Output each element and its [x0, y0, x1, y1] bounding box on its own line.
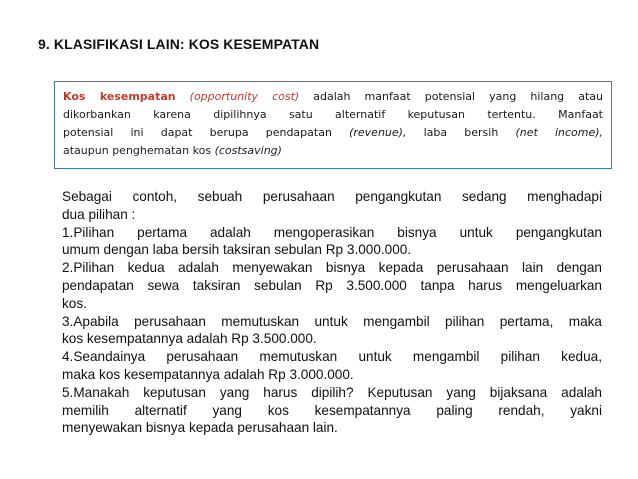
definition-line-3-a: potensial ini dapat berupa pendapatan — [63, 126, 332, 139]
body-line: 1.Pilihan pertama adalah mengoperasikan bisnya untuk pengangkutan — [62, 224, 602, 240]
definition-box — [54, 81, 612, 169]
definition-line-2: dikorbankan karena dipilihnya satu alternatif keputusan tertentu. Manfaat — [63, 108, 603, 121]
definition-revenue: (revenue), — [349, 126, 407, 139]
definition-net-income: (net income), — [515, 126, 604, 139]
body-line: 5.Manakah keputusan yang harus dipilih? Keputusan yang bijaksana adalah — [62, 384, 602, 400]
body-line: umum dengan laba bersih taksiran sebulan Rp 3.000.000. — [62, 242, 412, 258]
definition-line-3 — [63, 124, 603, 142]
body-line: maka kos kesempatannya adalah Rp 3.000.000. — [62, 366, 354, 382]
body-line: 2.Pilihan kedua adalah menyewakan bisnya kepada perusahaan lain dengan — [62, 260, 602, 276]
body-line: menyewakan bisnya kepada perusahaan lain. — [62, 420, 338, 436]
definition-costsaving: (costsaving) — [214, 144, 282, 157]
body-line: dua pilihan : — [62, 206, 136, 222]
body-line: Sebagai contoh, sebuah perusahaan pengangkutan sedang menghadapi — [62, 189, 602, 204]
body-line: kos. — [62, 295, 87, 311]
page-title: 9. KLASIFIKASI LAIN: KOS KESEMPATAN — [38, 36, 320, 52]
body-line: 3.Apabila perusahaan memutuskan untuk mengambil pilihan pertama, maka — [62, 313, 602, 329]
definition-line-4 — [63, 142, 603, 160]
body-line: 4.Seandainya perusahaan memutuskan untuk mengambil pilihan kedua, — [62, 349, 602, 365]
definition-line-4-a: ataupun penghematan kos — [63, 144, 212, 157]
definition-line-1 — [63, 88, 603, 106]
definition-line-1-rest: adalah manfaat potensial yang hilang atau — [313, 90, 603, 103]
body-line: memilih alternatif yang kos kesempatannya paling rendah, yakni — [62, 402, 602, 418]
example-text — [62, 188, 602, 437]
definition-term: Kos kesempatan — [63, 90, 176, 103]
body-line: kos kesempatannya adalah Rp 3.500.000. — [62, 331, 317, 347]
body-line: pendapatan sewa taksiran sebulan Rp 3.500.000 tanpa harus mengeluarkan — [62, 277, 602, 293]
definition-term-en: (opportunity cost) — [189, 90, 300, 103]
definition-line-3-c: laba bersih — [423, 126, 499, 139]
